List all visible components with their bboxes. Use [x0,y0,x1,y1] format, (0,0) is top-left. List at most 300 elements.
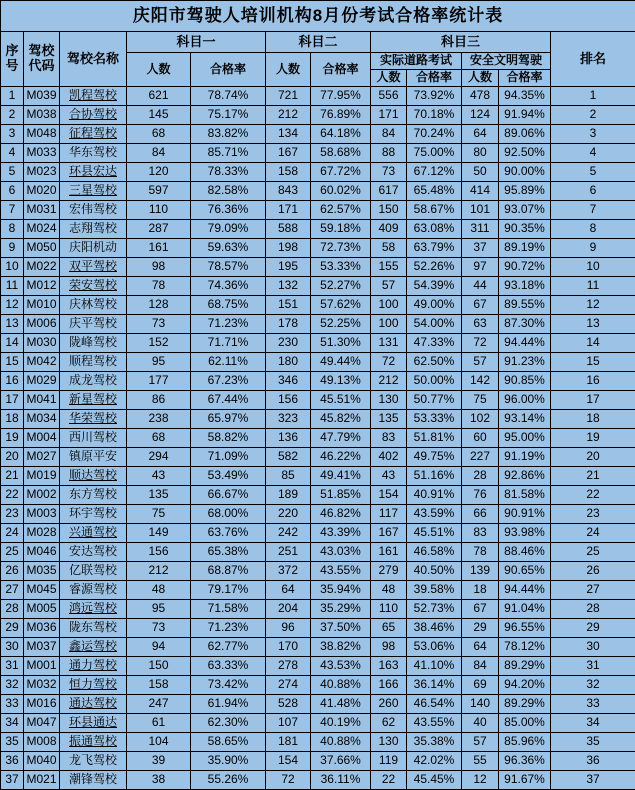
cell-s2-count: 189 [266,486,311,505]
cell-rank: 12 [551,296,635,315]
cell-s2-count: 156 [266,391,311,410]
cell-s2-rate: 51.85% [311,486,371,505]
cell-s3safe-count: 124 [462,106,499,125]
cell-s3safe-count: 18 [462,581,499,600]
cell-s1-rate: 71.09% [191,448,266,467]
cell-s3road-count: 65 [371,619,407,638]
cell-s3road-rate: 53.06% [407,638,462,657]
col-header-s3safe-count: 人数 [462,70,499,87]
cell-s2-rate: 62.57% [311,201,371,220]
cell-no: 26 [1,562,24,581]
cell-s3safe-rate: 88.46% [499,543,551,562]
cell-school-code: M037 [24,638,60,657]
cell-school-code: M033 [24,144,60,163]
cell-s1-rate: 63.33% [191,657,266,676]
cell-s2-rate: 41.48% [311,695,371,714]
cell-rank: 18 [551,410,635,429]
cell-no: 2 [1,106,24,125]
cell-s3road-rate: 54.00% [407,315,462,334]
cell-school-code: M024 [24,220,60,239]
cell-school-code: M045 [24,581,60,600]
cell-no: 21 [1,467,24,486]
cell-s2-rate: 77.95% [311,87,371,106]
cell-s1-rate: 67.44% [191,391,266,410]
cell-no: 6 [1,182,24,201]
cell-school-name: 陇峰驾校 [60,334,127,353]
cell-s3road-rate: 42.02% [407,752,462,771]
cell-s2-rate: 49.41% [311,467,371,486]
cell-no: 33 [1,695,24,714]
cell-no: 30 [1,638,24,657]
cell-s3safe-rate: 78.12% [499,638,551,657]
cell-school-name: 庆阳机动 [60,239,127,258]
cell-s3road-rate: 49.00% [407,296,462,315]
cell-s2-count: 134 [266,125,311,144]
cell-school-name: 亿联驾校 [60,562,127,581]
cell-rank: 2 [551,106,635,125]
cell-school-name: 三星驾校 [60,182,127,201]
cell-s3road-rate: 63.79% [407,239,462,258]
cell-school-name: 凯程驾校 [60,87,127,106]
cell-school-name: 荣安驾校 [60,277,127,296]
cell-s2-rate: 45.82% [311,410,371,429]
cell-school-code: M016 [24,695,60,714]
col-group-subject1: 科目一 [127,32,266,53]
cell-s3road-rate: 75.00% [407,144,462,163]
cell-rank: 13 [551,315,635,334]
cell-s3road-rate: 40.91% [407,486,462,505]
cell-s2-count: 721 [266,87,311,106]
cell-s3road-rate: 46.54% [407,695,462,714]
cell-s1-count: 86 [127,391,191,410]
cell-s2-count: 96 [266,619,311,638]
cell-s2-count: 843 [266,182,311,201]
cell-rank: 8 [551,220,635,239]
cell-school-name: 宏伟驾校 [60,201,127,220]
cell-school-code: M023 [24,163,60,182]
cell-school-name: 陇东驾校 [60,619,127,638]
cell-rank: 5 [551,163,635,182]
cell-s3safe-count: 83 [462,524,499,543]
cell-s1-count: 150 [127,657,191,676]
cell-rank: 31 [551,657,635,676]
table-row [1,296,635,315]
cell-s3road-count: 135 [371,410,407,429]
cell-s3safe-rate: 94.44% [499,334,551,353]
cell-s2-count: 132 [266,277,311,296]
cell-rank: 16 [551,372,635,391]
cell-s1-rate: 58.82% [191,429,266,448]
cell-s2-count: 154 [266,752,311,771]
cell-rank: 34 [551,714,635,733]
cell-s3safe-count: 102 [462,410,499,429]
cell-s3road-rate: 41.10% [407,657,462,676]
cell-s3road-rate: 63.08% [407,220,462,239]
cell-s3safe-rate: 89.29% [499,657,551,676]
table-row [1,277,635,296]
cell-rank: 7 [551,201,635,220]
cell-s2-count: 167 [266,144,311,163]
cell-s1-count: 73 [127,619,191,638]
table-row [1,410,635,429]
cell-school-name: 恒力驾校 [60,676,127,695]
cell-no: 27 [1,581,24,600]
cell-s3road-rate: 65.48% [407,182,462,201]
cell-s1-rate: 62.30% [191,714,266,733]
cell-s1-rate: 62.11% [191,353,266,372]
cell-s3road-count: 556 [371,87,407,106]
cell-school-name: 顺程驾校 [60,353,127,372]
cell-no: 24 [1,524,24,543]
cell-school-code: M019 [24,467,60,486]
cell-s3road-count: 57 [371,277,407,296]
cell-s3road-rate: 39.58% [407,581,462,600]
cell-s1-count: 78 [127,277,191,296]
cell-no: 23 [1,505,24,524]
col-group-subject2: 科目二 [266,32,371,53]
cell-rank: 1 [551,87,635,106]
cell-s3safe-count: 414 [462,182,499,201]
cell-school-code: M031 [24,201,60,220]
cell-rank: 27 [551,581,635,600]
cell-s3safe-rate: 92.50% [499,144,551,163]
cell-school-name: 志翔驾校 [60,220,127,239]
cell-school-name: 顺达驾校 [60,467,127,486]
cell-s3safe-count: 57 [462,353,499,372]
table-row [1,600,635,619]
cell-s2-rate: 43.39% [311,524,371,543]
cell-school-code: M032 [24,676,60,695]
cell-school-code: M028 [24,524,60,543]
cell-school-name: 环县宏达 [60,163,127,182]
cell-no: 13 [1,315,24,334]
cell-s2-rate: 60.02% [311,182,371,201]
cell-s2-count: 151 [266,296,311,315]
cell-s3road-count: 72 [371,353,407,372]
cell-rank: 17 [551,391,635,410]
cell-s3safe-rate: 85.00% [499,714,551,733]
cell-s3safe-rate: 90.85% [499,372,551,391]
cell-s2-rate: 36.11% [311,771,371,790]
cell-s3road-count: 73 [371,163,407,182]
cell-s3safe-count: 29 [462,619,499,638]
cell-school-code: M050 [24,239,60,258]
cell-rank: 33 [551,695,635,714]
cell-s1-count: 238 [127,410,191,429]
cell-s2-count: 588 [266,220,311,239]
title-row [1,1,635,32]
cell-school-name: 新星驾校 [60,391,127,410]
col-header-s2-count: 人数 [266,53,311,87]
cell-s2-rate: 52.27% [311,277,371,296]
cell-no: 18 [1,410,24,429]
cell-s3road-rate: 62.50% [407,353,462,372]
cell-s3road-rate: 53.33% [407,410,462,429]
cell-s1-count: 48 [127,581,191,600]
cell-no: 12 [1,296,24,315]
cell-s1-rate: 79.17% [191,581,266,600]
cell-school-name: 环县通达 [60,714,127,733]
cell-school-name: 振通驾校 [60,733,127,752]
cell-s3road-count: 110 [371,600,407,619]
cell-s3safe-count: 311 [462,220,499,239]
cell-s3road-rate: 45.45% [407,771,462,790]
cell-s3road-count: 88 [371,144,407,163]
cell-no: 11 [1,277,24,296]
cell-school-code: M039 [24,87,60,106]
cell-school-name: 西川驾校 [60,429,127,448]
cell-school-code: M012 [24,277,60,296]
cell-s2-count: 195 [266,258,311,277]
cell-no: 4 [1,144,24,163]
cell-s1-rate: 79.09% [191,220,266,239]
cell-s3safe-count: 139 [462,562,499,581]
cell-s3safe-count: 69 [462,676,499,695]
cell-s1-count: 104 [127,733,191,752]
cell-no: 1 [1,87,24,106]
cell-s3road-count: 150 [371,201,407,220]
table-row [1,524,635,543]
cell-s1-rate: 78.57% [191,258,266,277]
cell-s3safe-count: 140 [462,695,499,714]
cell-s2-rate: 37.50% [311,619,371,638]
cell-s3safe-count: 40 [462,714,499,733]
cell-s1-count: 39 [127,752,191,771]
cell-s3road-count: 98 [371,638,407,657]
cell-s2-rate: 49.44% [311,353,371,372]
table-row [1,695,635,714]
cell-s3road-count: 58 [371,239,407,258]
cell-rank: 30 [551,638,635,657]
cell-school-code: M041 [24,391,60,410]
cell-no: 22 [1,486,24,505]
cell-s1-count: 135 [127,486,191,505]
cell-s2-rate: 35.94% [311,581,371,600]
table-row [1,220,635,239]
cell-s3safe-rate: 91.23% [499,353,551,372]
cell-rank: 28 [551,600,635,619]
table-row [1,505,635,524]
table-row [1,391,635,410]
cell-rank: 36 [551,752,635,771]
cell-s3road-count: 130 [371,733,407,752]
col-header-rank: 排名 [551,32,635,87]
table-row [1,581,635,600]
cell-s1-rate: 71.23% [191,619,266,638]
cell-s1-rate: 55.26% [191,771,266,790]
header-row-groups [1,32,635,53]
cell-s2-count: 212 [266,106,311,125]
cell-s3road-count: 62 [371,714,407,733]
cell-s1-rate: 63.76% [191,524,266,543]
table-row [1,486,635,505]
cell-school-name: 合协驾校 [60,106,127,125]
cell-s3safe-count: 67 [462,296,499,315]
cell-s3road-count: 43 [371,467,407,486]
cell-s3road-count: 171 [371,106,407,125]
cell-rank: 19 [551,429,635,448]
cell-s2-rate: 40.19% [311,714,371,733]
cell-s1-count: 149 [127,524,191,543]
cell-s1-rate: 68.00% [191,505,266,524]
cell-s2-rate: 37.66% [311,752,371,771]
table-row [1,467,635,486]
cell-school-code: M046 [24,543,60,562]
col-header-school-code: 驾校代码 [24,32,60,87]
cell-s2-count: 204 [266,600,311,619]
cell-rank: 25 [551,543,635,562]
cell-school-code: M002 [24,486,60,505]
cell-rank: 32 [551,676,635,695]
cell-school-code: M034 [24,410,60,429]
cell-rank: 6 [551,182,635,201]
cell-s1-rate: 35.90% [191,752,266,771]
col-header-school-name: 驾校名称 [60,32,127,87]
cell-s1-count: 68 [127,125,191,144]
cell-s3safe-rate: 93.14% [499,410,551,429]
cell-s1-rate: 53.49% [191,467,266,486]
cell-school-name: 成龙驾校 [60,372,127,391]
cell-s1-rate: 75.17% [191,106,266,125]
cell-s2-count: 372 [266,562,311,581]
table-row [1,638,635,657]
cell-no: 37 [1,771,24,790]
cell-s2-count: 220 [266,505,311,524]
col-header-s1-count: 人数 [127,53,191,87]
cell-s3safe-rate: 91.04% [499,600,551,619]
cell-no: 20 [1,448,24,467]
cell-no: 36 [1,752,24,771]
cell-rank: 23 [551,505,635,524]
cell-s3road-count: 100 [371,315,407,334]
cell-s1-rate: 71.23% [191,315,266,334]
table-row [1,125,635,144]
cell-school-code: M048 [24,125,60,144]
cell-s1-rate: 65.38% [191,543,266,562]
cell-s3safe-rate: 91.67% [499,771,551,790]
cell-s3safe-rate: 96.36% [499,752,551,771]
cell-s3road-count: 119 [371,752,407,771]
cell-s2-count: 323 [266,410,311,429]
cell-s3road-rate: 49.75% [407,448,462,467]
cell-school-name: 通达驾校 [60,695,127,714]
cell-school-code: M006 [24,315,60,334]
cell-school-code: M036 [24,619,60,638]
table-row [1,353,635,372]
cell-no: 32 [1,676,24,695]
cell-school-name: 睿源驾校 [60,581,127,600]
cell-school-code: M047 [24,714,60,733]
cell-s3road-count: 409 [371,220,407,239]
cell-s2-count: 582 [266,448,311,467]
cell-s1-count: 94 [127,638,191,657]
cell-s3safe-rate: 91.94% [499,106,551,125]
cell-s2-rate: 45.51% [311,391,371,410]
cell-no: 31 [1,657,24,676]
cell-s1-rate: 83.82% [191,125,266,144]
cell-s2-count: 72 [266,771,311,790]
cell-rank: 22 [551,486,635,505]
cell-s1-count: 621 [127,87,191,106]
cell-s1-rate: 68.87% [191,562,266,581]
cell-s3road-rate: 38.46% [407,619,462,638]
cell-s3road-rate: 52.73% [407,600,462,619]
cell-s2-rate: 38.82% [311,638,371,657]
cell-s1-count: 152 [127,334,191,353]
cell-s2-rate: 51.30% [311,334,371,353]
cell-s3road-count: 212 [371,372,407,391]
cell-s3safe-count: 478 [462,87,499,106]
cell-rank: 4 [551,144,635,163]
cell-s1-rate: 59.63% [191,239,266,258]
cell-s1-rate: 74.36% [191,277,266,296]
cell-s1-count: 212 [127,562,191,581]
cell-s3road-rate: 70.24% [407,125,462,144]
cell-school-name: 通力驾校 [60,657,127,676]
cell-s3safe-rate: 96.55% [499,619,551,638]
cell-s1-rate: 58.65% [191,733,266,752]
cell-school-name: 镇原平安 [60,448,127,467]
cell-s3safe-rate: 90.65% [499,562,551,581]
cell-s3road-count: 279 [371,562,407,581]
cell-rank: 26 [551,562,635,581]
cell-no: 35 [1,733,24,752]
col-header-s1-rate: 合格率 [191,53,266,87]
cell-s3safe-rate: 89.29% [499,695,551,714]
cell-no: 34 [1,714,24,733]
cell-s3road-rate: 40.50% [407,562,462,581]
cell-s3road-count: 260 [371,695,407,714]
table-header [1,1,635,87]
cell-s1-count: 75 [127,505,191,524]
cell-s2-count: 198 [266,239,311,258]
cell-s2-count: 64 [266,581,311,600]
cell-no: 5 [1,163,24,182]
cell-school-code: M010 [24,296,60,315]
cell-s3road-count: 130 [371,391,407,410]
cell-s2-rate: 40.88% [311,733,371,752]
cell-s3safe-rate: 94.35% [499,87,551,106]
cell-s3safe-rate: 89.06% [499,125,551,144]
table-row [1,87,635,106]
cell-no: 17 [1,391,24,410]
cell-s3road-rate: 73.92% [407,87,462,106]
table-row [1,239,635,258]
cell-school-code: M005 [24,600,60,619]
cell-s3safe-count: 101 [462,201,499,220]
table-body [1,87,635,790]
cell-s2-count: 242 [266,524,311,543]
cell-no: 14 [1,334,24,353]
cell-s3road-count: 166 [371,676,407,695]
cell-school-name: 环宇驾校 [60,505,127,524]
cell-school-name: 安达驾校 [60,543,127,562]
cell-no: 15 [1,353,24,372]
cell-s1-count: 38 [127,771,191,790]
cell-s3road-count: 84 [371,125,407,144]
cell-s3road-rate: 58.67% [407,201,462,220]
cell-s2-count: 278 [266,657,311,676]
col-header-no: 序号 [1,32,24,87]
table-row [1,543,635,562]
cell-s1-rate: 67.23% [191,372,266,391]
cell-s2-rate: 35.29% [311,600,371,619]
cell-school-code: M040 [24,752,60,771]
cell-s3road-rate: 50.00% [407,372,462,391]
cell-s3road-count: 617 [371,182,407,201]
cell-s3road-rate: 51.16% [407,467,462,486]
cell-s3safe-rate: 93.98% [499,524,551,543]
